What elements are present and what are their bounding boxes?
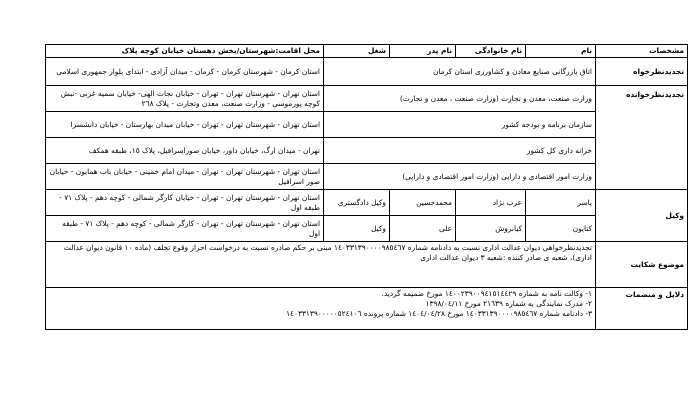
- lawyer-job: وکیل دادگستری: [324, 190, 390, 216]
- header-specs: مشخصات: [596, 45, 688, 58]
- respondent-address: تهران - میدان ارگ، خیابان داور، خیابان صوراسرافیل، پلاک ١٥، طبقه همکف: [46, 138, 324, 164]
- lawyer-first-name: یاسر: [526, 190, 596, 216]
- respondent-row: [46, 112, 688, 138]
- evidence-row: [46, 288, 688, 330]
- lawyer-address: استان تهران - شهرستان تهران - تهران - خیابان کارگر شمالی - کوچه دهم - پلاک ٧١ - طبقه اول: [46, 190, 324, 216]
- respondent-name: وزارت صنعت، معدن و تجارت (وزارت صنعت ، معدن و تجارت): [324, 86, 596, 112]
- respondent-address: استان تهران - شهرستان تهران - تهران - خیابان نجات الهی- خیابان سمیه غربی -نبش کوچه پورموسی - وزارت صنعت، معدن وتجارت - پلاک ٢٦٨: [46, 86, 324, 112]
- appellant-name: اتاق بازرگانی صنایع معادن و کشاورزی استان کرمان: [324, 58, 596, 86]
- lawyer-last-name: کیانروش: [456, 216, 526, 242]
- lawyer-row: [46, 216, 688, 242]
- respondent-name: وزارت امور اقتصادی و دارایی (وزارت امور اقتصادی و دارایی): [324, 164, 596, 190]
- respondent-address: استان تهران - شهرستان تهران - تهران - خیابان میدان بهارستان - خیابان دانشسرا: [46, 112, 324, 138]
- respondent-address: استان تهران - شهرستان تهران - تهران - میدان امام خمینی - خیابان باب همایون - خیابان صور اسرافیل: [46, 164, 324, 190]
- appellant-row: [46, 58, 688, 86]
- subject-text: تجدیدنظرخواهی دیوان عدالت اداری نسبت به دادنامه شماره ١٤٠٣٣١٣٩٠٠٠٠٩٨٥٤٦٧ مبنی بر حکم صادره نسبت به درخواست احراز وقوع تخلف (ماده ١٠ قانون دیوان عدالت اداری)، شعبه ی صادر کننده :شعبه ٣ دیوان عدالت اداری: [46, 242, 596, 288]
- header-row: [46, 45, 688, 58]
- subject-row: [46, 242, 688, 288]
- subject-label: موضوع شکایت: [596, 242, 688, 288]
- evidence-item: ٣- دادنامه شماره ١٤٠٣٣١٣٩٠٠٠٠٩٨٥٤٦٧ مورخ ١٤٠٤/٠٤/٢٨ شماره پرونده ١٤٠٣٣١٣٩٠٠٠٠٠٥٢٤١٠٦: [286, 309, 592, 318]
- lawyer-job: وکیل: [324, 216, 390, 242]
- lawyer-first-name: کتایون: [526, 216, 596, 242]
- respondent-row: [46, 138, 688, 164]
- header-first-name: نام: [526, 45, 596, 58]
- header-last-name: نام خانوادگی: [456, 45, 526, 58]
- header-address: محل اقامت:شهرستان/بخش دهستان خیابان کوچه پلاک: [46, 45, 324, 58]
- appellant-label: تجدیدنظرخواه: [596, 58, 688, 86]
- lawyer-address: استان تهران - شهرستان تهران - تهران - کارگر شمالی - کوچه دهم - پلاک ٧١ - طبقه اول: [46, 216, 324, 242]
- evidence-label: دلایل و منضمات: [596, 288, 688, 330]
- evidence-item: ٢- مدرک نمایندگی به شماره ٢١٦٣٩ مورخ ١٣٩٨/٠٤/١١: [425, 299, 592, 308]
- appellant-address: استان کرمان - شهرستان کرمان - کرمان - میدان آزادی - ابتدای بلوار جمهوری اسلامی: [46, 58, 324, 86]
- respondent-label: تجدیدنظرخوانده: [596, 86, 688, 190]
- lawyer-label: وکیل: [596, 190, 688, 242]
- evidence-item: ١- وکالت نامه به شماره ١٤٠٠٢٣٩٠٠٩٤١٥١٤٤٢٩ مورخ ضمیمه گردید.: [381, 289, 592, 298]
- lawyer-last-name: عرب نژاد: [456, 190, 526, 216]
- header-father-name: نام پدر: [390, 45, 456, 58]
- petition-form-table: [45, 44, 688, 330]
- respondent-name: خزانه داری کل کشور: [324, 138, 596, 164]
- respondent-row: [46, 86, 688, 112]
- header-job: شغل: [324, 45, 390, 58]
- lawyer-father-name: علی: [390, 216, 456, 242]
- lawyer-row: [46, 190, 688, 216]
- respondent-name: سازمان برنامه و بودجه کشور: [324, 112, 596, 138]
- lawyer-father-name: محمدحسین: [390, 190, 456, 216]
- respondent-row: [46, 164, 688, 190]
- evidence-list: [46, 288, 596, 330]
